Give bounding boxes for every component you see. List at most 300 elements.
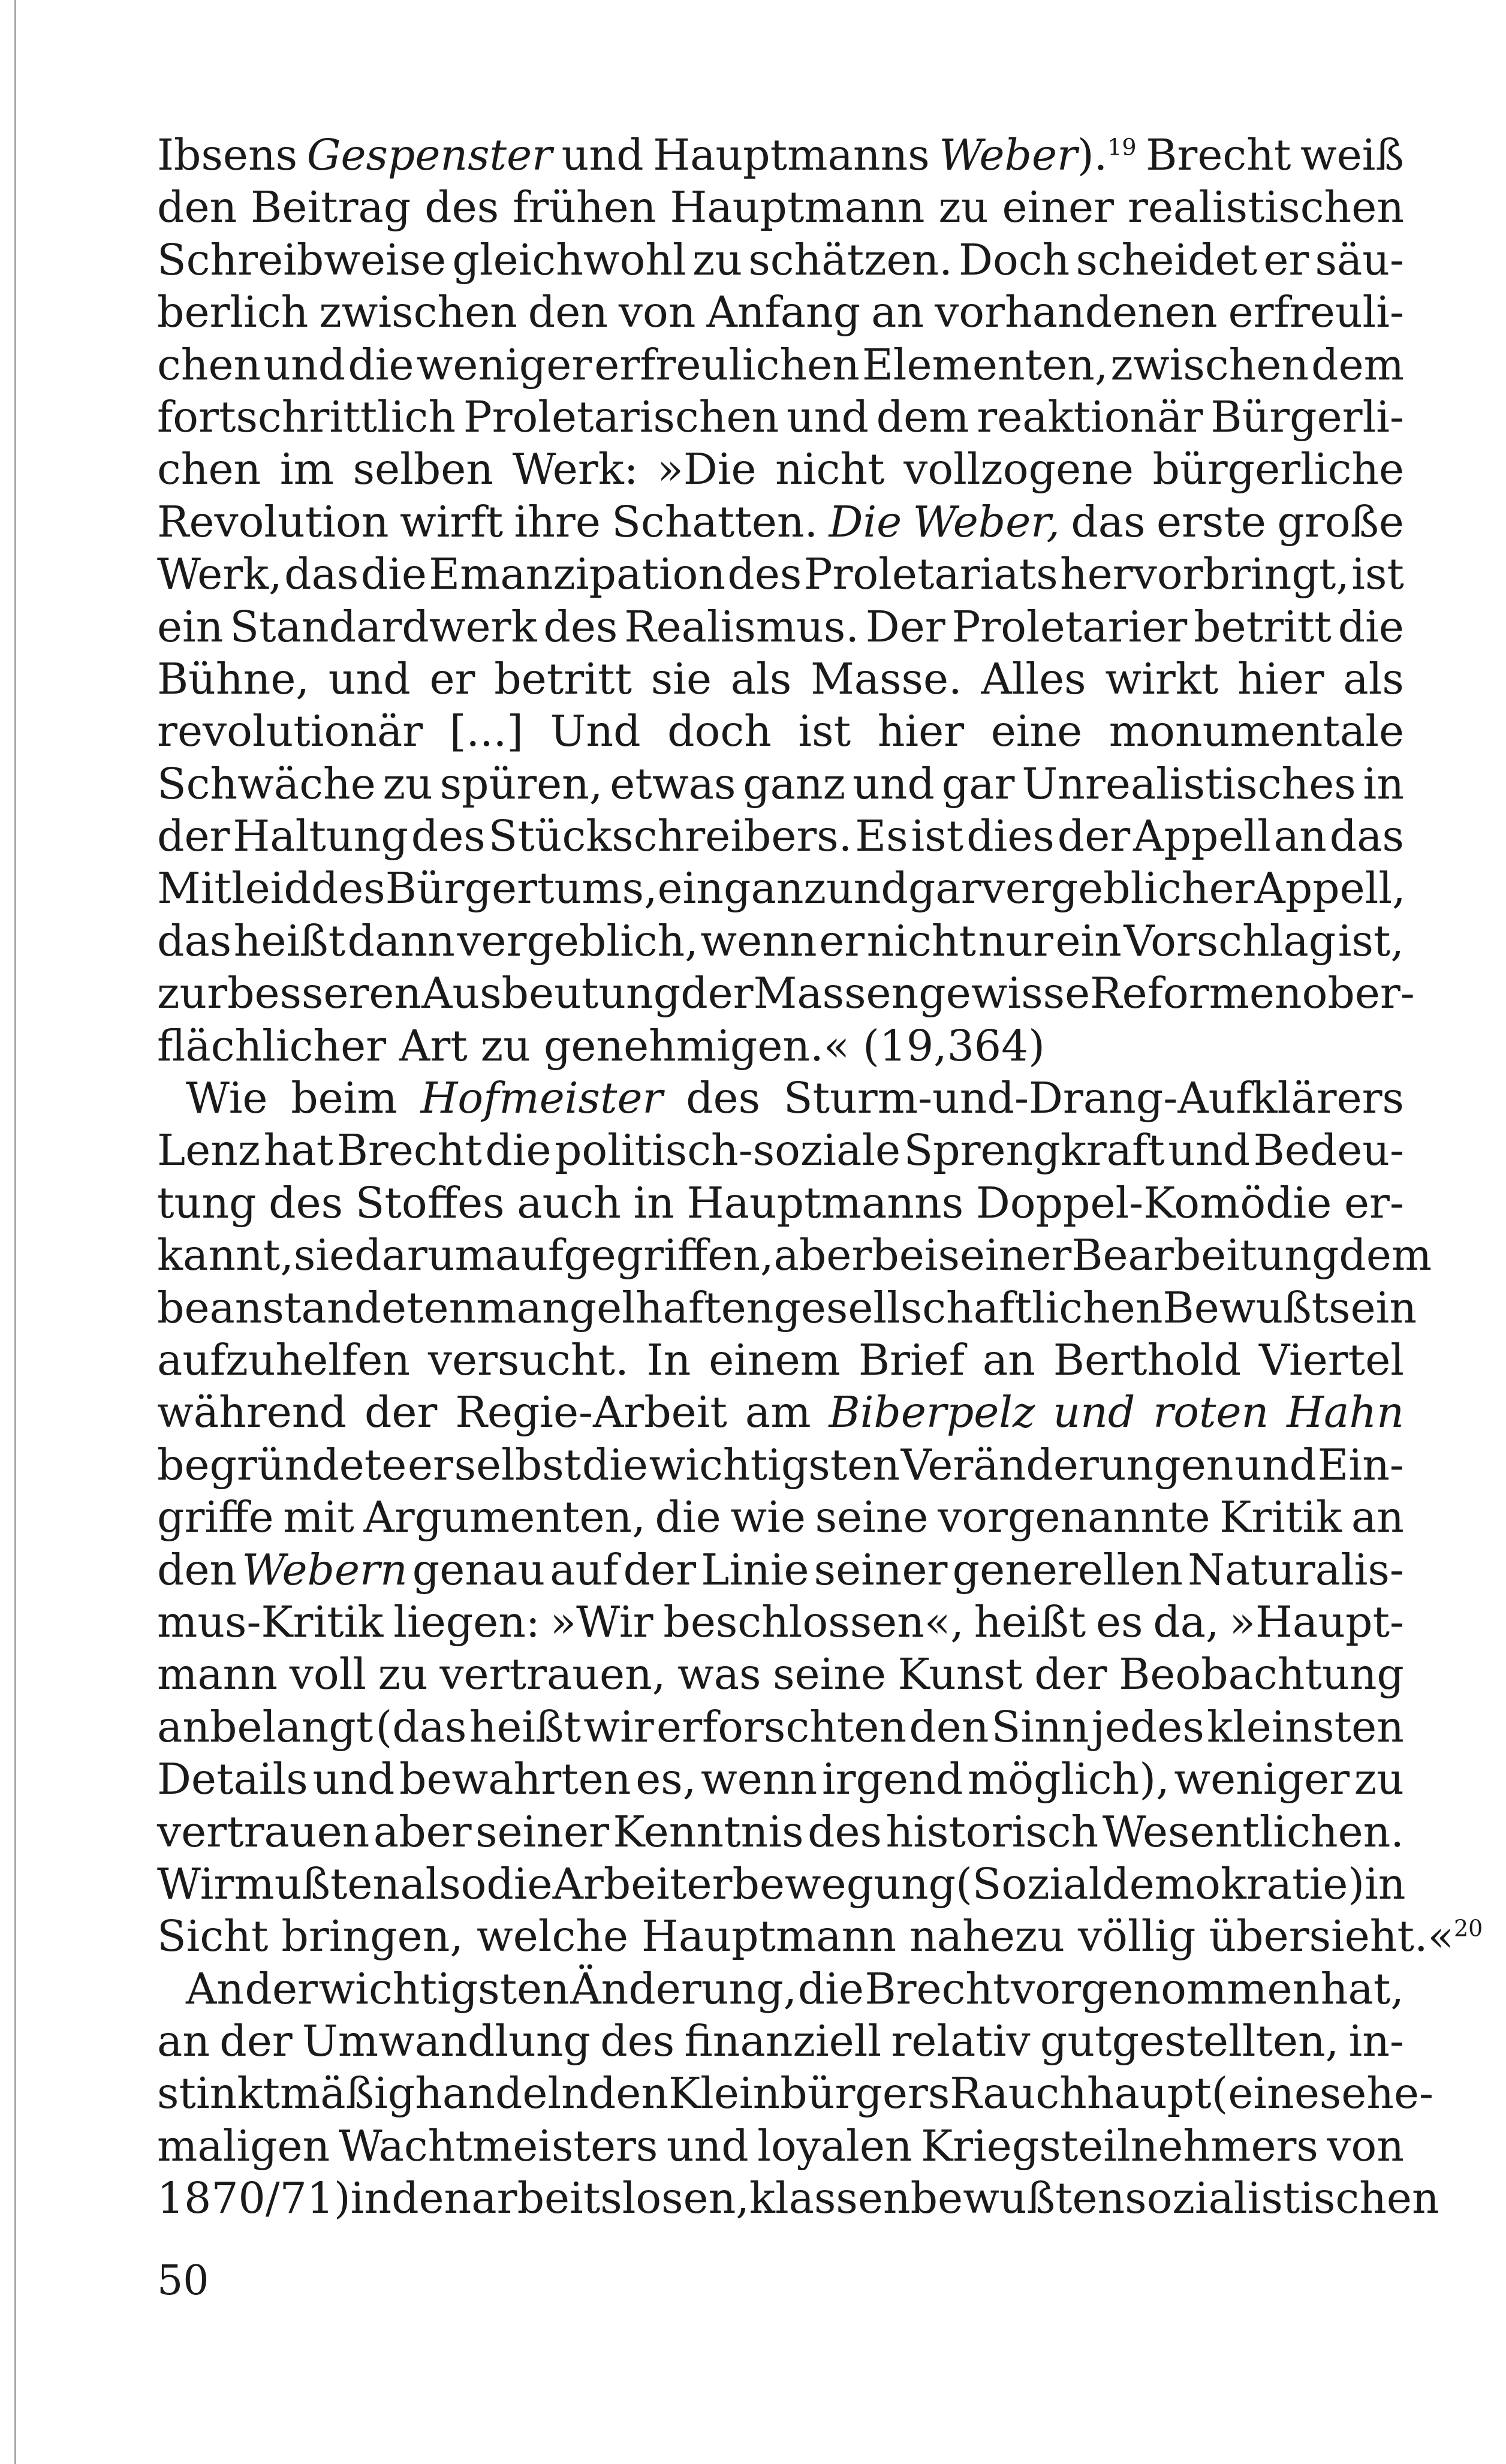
text-line [157,391,1404,443]
text-line [157,181,1404,233]
word: betritt [494,653,632,704]
word: weiß [1300,130,1404,180]
text-line [157,1177,1404,1229]
word: begründete [157,1439,407,1490]
word: wenn [700,915,817,966]
word: des [600,2016,675,2067]
word: der [623,1544,697,1595]
word: maligen [157,2120,330,2171]
word: des [269,1177,344,1228]
word: den [391,2173,472,2224]
word: Mitleid [157,863,311,914]
word: und [853,758,935,809]
word: hier [877,706,965,757]
word: Beobachtung [1119,1649,1404,1700]
word: (das [375,1701,467,1752]
page-edge-shadow [14,0,16,2464]
word: zwischen [319,287,517,338]
word: politisch-soziale [554,1125,901,1176]
paragraph [157,1072,1483,1963]
word: an [982,1335,1035,1385]
word: erforschten [656,1701,907,1752]
word: Werk: [512,444,638,495]
word: (19,364) [863,1020,1045,1071]
word: spüren, [439,758,603,809]
word: Unrealistisches [1022,758,1356,809]
word: die [655,1492,721,1543]
word: heißt [233,915,346,966]
text-line [157,1386,1404,1438]
word: betritt [1194,601,1332,652]
word: auch [517,1177,621,1228]
word: und [263,339,346,390]
word: Details [157,1754,308,1805]
word: Bewußtsein [1162,1282,1417,1333]
word: Doppel-Komödie [975,1177,1332,1228]
word: bei [872,1230,938,1281]
text-line [157,1439,1404,1491]
word: ehe- [1341,2068,1434,2119]
word: der [157,811,230,862]
word: sozialistischen [1125,2173,1439,2224]
word: an [1351,1492,1404,1543]
word: einer [1002,182,1114,233]
word: »Die [657,444,757,495]
paragraph [157,1963,1439,2225]
word: anbelangt [157,1701,374,1752]
word: mus-Kritik [157,1597,384,1647]
word: Regie-Arbeit [455,1387,727,1438]
word: zu [938,182,989,233]
word: und [1234,1439,1317,1490]
word: Sicht [157,1911,269,1962]
word: Emanzipation [429,549,726,600]
word: Rauchhaupt [950,2068,1212,2119]
word: schätzen. [748,234,953,285]
word: Viertel [1258,1335,1404,1385]
word: in [1363,758,1404,809]
word: Elementen, [862,339,1109,390]
word: zu [378,1649,428,1700]
word: darum [354,1230,495,1281]
word: Hauptmann [641,1911,897,1962]
word: hat, [1320,1963,1404,2014]
word: In [646,1335,691,1385]
text-line [157,810,1404,862]
word: des [686,1073,761,1123]
word: aufzuhelfen [157,1335,410,1385]
word: Art [399,1020,468,1071]
word: Die [829,496,902,547]
word: vergeblicher [981,863,1255,914]
word: gutgestellten, [1040,2016,1339,2067]
word: zu [692,234,743,285]
word: Änderung, [570,1963,797,2014]
text-line [157,286,1404,338]
word: scheidet [1076,234,1258,285]
word: Realismus. [624,601,859,652]
word: die [486,1858,553,1909]
word: die [582,1439,648,1490]
word: erfreulichen [594,339,860,390]
text-line [157,234,1404,286]
word: Hauptmanns [653,130,930,180]
word: tung [157,1177,257,1228]
text-line [157,1229,1432,1281]
word: Werk, [157,549,282,600]
word: wirft [399,496,504,547]
word: den [157,1544,237,1595]
word: er [1263,234,1309,285]
word: Lenz [157,1125,261,1176]
word: voll [289,1649,367,1700]
word: übersieht.«$^{20}$ [1209,1911,1483,1962]
word: große [1277,496,1404,547]
word: vergeblich, [457,915,698,966]
word: Proletarier [951,601,1188,652]
word: Ein- [1317,1439,1404,1490]
word: Hofmeister [420,1073,663,1123]
word: von [1327,2120,1404,2171]
text-line [157,1648,1404,1700]
word: ganz [724,863,826,914]
word: des [727,549,802,600]
word: fortschrittlich [157,391,456,442]
word: monumentale [1109,706,1404,757]
word: seine [815,1492,929,1543]
word: chen [157,444,261,495]
word: das [157,915,232,966]
word: weniger [416,339,592,390]
word: einem [709,1335,841,1385]
word: aber [373,1806,472,1857]
word: Bearbeitung [1071,1230,1339,1281]
word: revolutionär [157,706,423,757]
word: wichtigsten [649,1439,900,1490]
word: Brief [858,1335,965,1385]
word: in [633,1177,674,1228]
word: etwas [610,758,736,809]
text-line [157,705,1404,757]
word: gesellschaftlichen [773,1282,1163,1333]
word: ihre [514,496,601,547]
word: Anfang [706,287,861,338]
word: versucht. [427,1335,629,1385]
word: des [543,601,618,652]
word: es, [635,1754,697,1805]
word: eine [990,706,1083,757]
word: und [786,391,869,442]
word: nahezu [909,1911,1065,1962]
word: dem [1311,339,1404,390]
word: selben [353,444,493,495]
word: »Wir [550,1597,653,1647]
word: ist, [1338,915,1404,966]
text-line [157,496,1404,548]
word: vertrauen [157,1806,370,1857]
word: Brecht [336,1125,482,1176]
word: am [745,1387,811,1438]
word: Kenntnis [613,1806,804,1857]
word: er [407,1439,453,1490]
word: wirkt [1105,653,1219,704]
word: (Sozialdemokratie) [956,1858,1365,1909]
word: der [680,968,754,1019]
word: weniger [1174,1754,1350,1805]
word: vorgenannte [938,1492,1210,1543]
word: ganz [743,758,846,809]
text-line [157,1124,1404,1176]
word: Wie [186,1073,268,1123]
body-text [157,129,1483,2225]
word: der [219,2016,293,2067]
text-line [157,1858,1404,1910]
word: handelnden [415,2068,669,2119]
word: Weber, [912,496,1060,547]
word: den [909,1701,989,1752]
word: historisch [885,1806,1099,1857]
word: den [528,287,608,338]
text-line [157,443,1404,495]
word: Der [865,601,945,652]
word: Vorschlag [1124,915,1336,966]
word: reaktionär [977,391,1203,442]
word: flächlicher [157,1020,387,1071]
word: und [826,863,908,914]
word: mit [283,1492,354,1543]
word: selbst [454,1439,582,1490]
word: erfreuli- [1228,287,1404,338]
word: Weber).$^{19}$ [939,130,1137,180]
word: finanziell [684,2016,882,2067]
word: das [1329,811,1404,862]
word: Masse. [811,653,962,704]
word: bewahrten [399,1754,631,1805]
text-line [157,653,1404,705]
word: nur [978,915,1053,966]
word: was [677,1649,761,1700]
text-line [157,967,1415,1019]
word: Und [550,706,641,757]
word: und [1053,1387,1135,1438]
text-line [157,1491,1404,1543]
word: Brecht [865,1963,1010,2014]
word: gar [941,758,1015,809]
word: Hahn [1287,1387,1404,1438]
word: seine [773,1649,887,1700]
word: als [730,653,792,704]
word: Beitrag [251,182,411,233]
word: während [157,1387,347,1438]
word: genau [412,1544,546,1595]
word: stinktmäßig [157,2068,415,2119]
word: arbeitslosen, [471,2173,749,2224]
word: vorgenommen [1011,1963,1320,2014]
word: Hauptmanns [686,1177,964,1228]
text-line [157,548,1404,600]
word: der [1057,811,1131,862]
word: und [328,653,411,704]
word: Bürgerli- [1210,391,1404,442]
text-line [157,129,1404,181]
word: dem [1339,1230,1432,1281]
word: aber [773,1230,872,1281]
word: Massen [753,968,919,1019]
word: gleichwohl [452,234,686,285]
word: ein [657,863,724,914]
word: an [871,287,924,338]
word: kannt, [157,1230,294,1281]
word: relativ [891,2016,1031,2067]
word: ober- [1302,968,1415,1019]
word: Kriegsteilnehmers [921,2120,1318,2171]
word: Argumenten, [363,1492,646,1543]
word: heißt [974,1597,1086,1647]
word: Ausbeutung [421,968,681,1019]
word: Stoffes [355,1177,505,1228]
word: beanstandeten [157,1282,477,1333]
word: generellen [952,1544,1183,1595]
word: Sinn [991,1701,1089,1752]
word: Arbeiterbewegung [552,1858,956,1909]
word: Revolution [157,496,389,547]
word: mußten [234,1858,400,1909]
word: genehmigen.« [543,1020,850,1071]
text-line [157,1963,1404,2015]
word: an [1273,811,1327,862]
word: irgend [821,1754,963,1805]
word: der [245,1963,318,2014]
word: Bedeu- [1253,1125,1404,1176]
word: seiner [814,1544,948,1595]
word: nicht [775,444,885,495]
word: Linie [701,1544,809,1595]
word: sie [650,653,712,704]
word: Stückschreibers. [488,811,853,862]
word: im [279,444,334,495]
text-line [157,601,1404,653]
word: heißt [469,1701,582,1752]
text-line [157,862,1404,914]
word: und [312,1754,395,1805]
word: nicht [866,915,977,966]
word: Schwäche [157,758,376,809]
word: Proletarischen [463,391,779,442]
word: Reformen [1090,968,1302,1019]
word: Appell, [1254,863,1406,914]
word: Schreibweise [157,234,447,285]
word: also [400,1858,487,1909]
word: wir [583,1701,654,1752]
word: kleinsten [1207,1701,1404,1752]
word: vollzogene [903,444,1134,495]
word: des [411,811,486,862]
word: roten [1153,1387,1269,1438]
word: Hauptmann [670,182,925,233]
word: zwischen [1110,339,1309,390]
word: ist [798,706,851,757]
word: Gespenster [306,130,553,180]
text-line [157,2015,1404,2067]
word: jedes [1091,1701,1204,1752]
word: An [186,1963,245,2014]
word: chen [157,339,261,390]
word: die [348,339,414,390]
word: und [666,2120,749,2171]
word: auf [550,1544,619,1595]
page-number: 50 [157,2257,209,2305]
word: des [311,863,385,914]
word: Umwandlung [302,2016,591,2067]
word: Kunst [897,1649,1023,1700]
text-line [157,1334,1404,1386]
text-line [157,915,1404,967]
word: er [429,653,475,704]
word: da, [1153,1597,1219,1647]
word: erste [1156,496,1266,547]
word: realistischen [1127,182,1404,233]
text-line [157,1753,1404,1805]
word: Bühne, [157,653,309,704]
word: Es [855,811,908,862]
word: loyalen [757,2120,912,2171]
word: Kleinbürgers [668,2068,950,2119]
word: in [1365,1858,1406,1909]
word: hier [1237,653,1324,704]
word: es [1096,1597,1143,1647]
word: Sturm-und-Drang-Aufklärers [783,1073,1404,1123]
word: [...] [449,706,523,757]
text-line [157,1282,1417,1334]
text-line [157,758,1404,810]
word: Naturalis- [1188,1544,1404,1595]
word: hat [263,1125,334,1176]
word: ist [911,811,964,862]
word: mangelhaften [476,1282,774,1333]
word: griffe [157,1492,274,1543]
word: seiner [938,1230,1072,1281]
word: Kritik [1219,1492,1342,1543]
word: Berthold [1053,1335,1242,1385]
word: gar [908,863,981,914]
word: vorhandenen [935,287,1218,338]
word: gewisse [918,968,1091,1019]
word: ein [157,601,224,652]
word: zur [157,968,228,1019]
text-line [157,2120,1404,2172]
word: des [808,1806,882,1857]
text-line [157,1806,1404,1858]
word: wichtigsten [318,1963,570,2014]
word: bringen, [281,1911,463,1962]
word: dann [347,915,455,966]
paragraph [157,129,1415,1072]
word: aufgegriffen, [495,1230,774,1281]
word: Schatten. [612,496,818,547]
word: liegen: [393,1597,540,1647]
word: Alles [981,653,1086,704]
word: besseren [227,968,422,1019]
word: wenn [700,1754,818,1805]
word: beschlossen«, [663,1597,964,1647]
text-line [157,1544,1404,1596]
word: die [485,1125,552,1176]
word: Standardwerk [230,601,537,652]
text-line [157,1596,1404,1648]
word: Appell [1133,811,1271,862]
word: Brecht [1146,130,1291,180]
word: die [797,1963,864,2014]
